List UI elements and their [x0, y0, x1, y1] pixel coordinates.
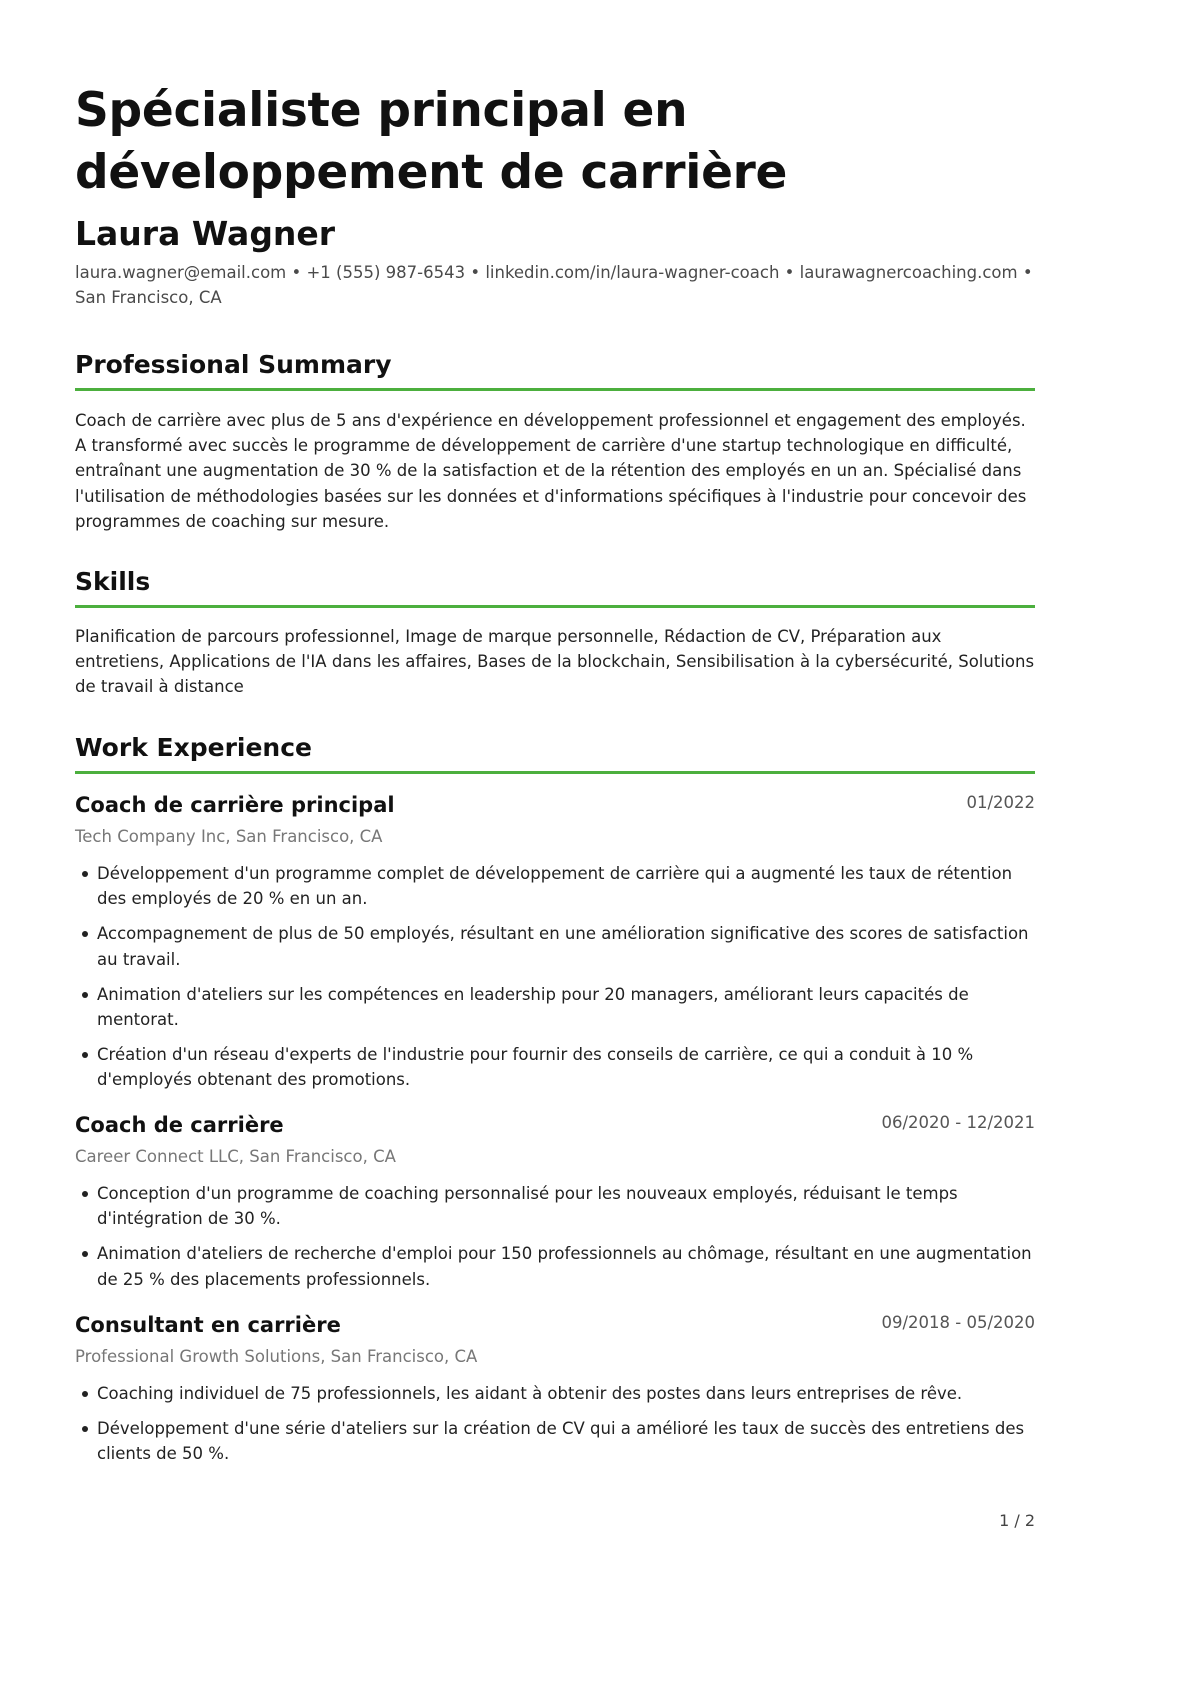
bullet-item — [75, 1381, 1035, 1406]
bullet-text: Développement d'un programme complet de développement de carrière qui a augmenté les taux de rétention des employés de 20 % en un an. — [97, 864, 1013, 909]
bullet-item — [75, 982, 1035, 1032]
bullet-item — [75, 921, 1035, 971]
bullet-icon — [82, 1426, 88, 1432]
job-bullets — [75, 1181, 1035, 1302]
resume-title: Spécialiste principal en développement de carrière — [75, 83, 788, 200]
job-company: Career Connect LLC, San Francisco, CA — [75, 1147, 396, 1166]
bullet-icon — [82, 1251, 88, 1257]
bullet-item — [75, 1042, 1035, 1092]
skills-divider — [75, 605, 1035, 608]
bullet-icon — [82, 931, 88, 937]
bullet-text: Conception d'un programme de coaching personnalisé pour les nouveaux employés, réduisant le temps d'intégration de 30 %. — [97, 1184, 958, 1229]
bullet-item — [75, 1241, 1035, 1291]
bullet-text: Animation d'ateliers de recherche d'emploi pour 150 professionnels au chômage, résultant en une augmentation de 25 % des placements professionnels. — [97, 1244, 1032, 1289]
bullet-text: Accompagnement de plus de 50 employés, résultant en une amélioration significative des scores de satisfaction au travail. — [97, 924, 1029, 969]
bullet-icon — [82, 871, 88, 877]
job-bullets — [75, 1381, 1035, 1477]
contact-line: laura.wagner@email.com • +1 (555) 987-6543 • linkedin.com/in/laura-wagner-coach • laurawagnercoaching.com • San Francisco, CA — [75, 263, 1033, 307]
bullet-icon — [82, 1391, 88, 1397]
bullet-icon — [82, 1052, 88, 1058]
experience-divider — [75, 771, 1035, 774]
bullet-text: Développement d'une série d'ateliers sur la création de CV qui a amélioré les taux de succès des entretiens des clients de 50 %. — [97, 1419, 1025, 1464]
job-company: Professional Growth Solutions, San Francisco, CA — [75, 1347, 478, 1366]
bullet-text: Coaching individuel de 75 professionnels, les aidant à obtenir des postes dans leurs entreprises de rêve. — [97, 1384, 963, 1403]
job-title: Coach de carrière — [75, 1113, 284, 1137]
summary-text: Coach de carrière avec plus de 5 ans d'expérience en développement professionnel et engagement des employés. A transformé avec succès le programme de développement de carrière d'une startup technologique en difficulté, entraînant une augmentation de 30 % de la satisfaction et de la rétention des employés en un an. Spécialisé dans l'utilisation de méthodologies basées sur les données et d'informations spécifiques à l'industrie pour concevoir des programmes de coaching sur mesure. — [75, 411, 1027, 531]
job-date: 09/2018 - 05/2020 — [881, 1313, 1035, 1332]
summary-heading: Professional Summary — [75, 350, 392, 379]
bullet-icon — [82, 1191, 88, 1197]
page-number: 1 / 2 — [999, 1511, 1035, 1530]
summary-divider — [75, 388, 1035, 391]
skills-text: Planification de parcours professionnel, Image de marque personnelle, Rédaction de CV, Préparation aux entretiens, Applications de l'IA dans les affaires, Bases de la blockchain, Sensibilisation à la cybersécurité, Solutions de travail à distance — [75, 627, 1035, 697]
bullet-item — [75, 1181, 1035, 1231]
bullet-text: Animation d'ateliers sur les compétences en leadership pour 20 managers, améliorant leurs capacités de mentorat. — [97, 984, 969, 1030]
job-date: 01/2022 — [966, 793, 1035, 812]
bullet-text: Création d'un réseau d'experts de l'industrie pour fournir des conseils de carrière, ce qui a conduit à 10 % d'employés obtenant des promotions. — [97, 1045, 974, 1090]
job-title: Consultant en carrière — [75, 1313, 341, 1337]
skills-heading: Skills — [75, 567, 151, 596]
bullet-icon — [82, 992, 88, 998]
candidate-name: Laura Wagner — [75, 214, 336, 253]
job-company: Tech Company Inc, San Francisco, CA — [75, 827, 383, 846]
bullet-item — [75, 861, 1035, 911]
experience-heading: Work Experience — [75, 733, 312, 762]
job-title: Coach de carrière principal — [75, 793, 395, 817]
job-date: 06/2020 - 12/2021 — [881, 1113, 1035, 1132]
job-bullets — [75, 861, 1035, 1103]
bullet-item — [75, 1416, 1035, 1466]
